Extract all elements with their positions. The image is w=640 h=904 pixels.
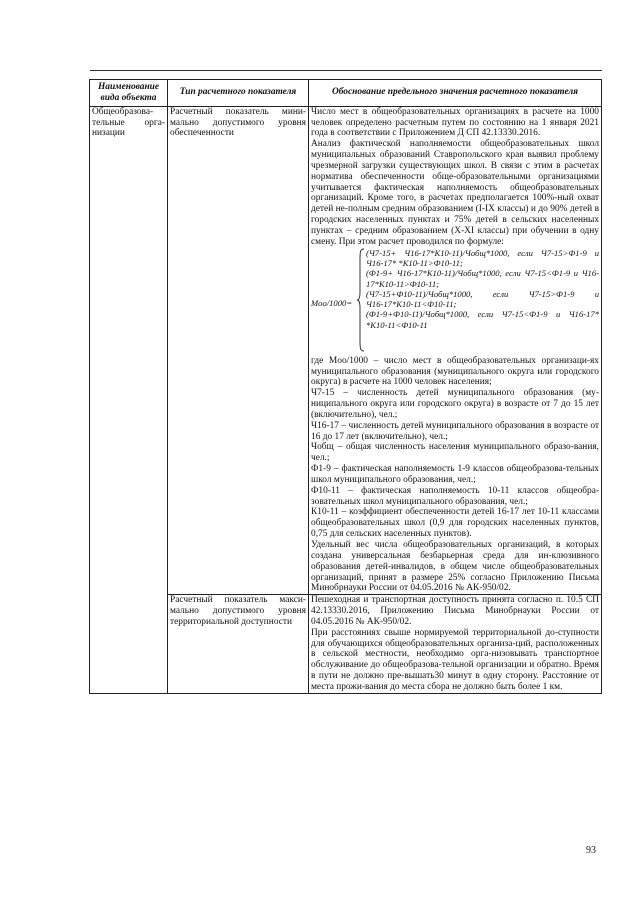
justification-paragraph: Число мест в общеобразовательных организациях в расчете на 1000 человек определено расчетным путем по состоянию на 1 января 2021 года в соответствии с Приложением Д СП 42.13330.2016. (311, 106, 599, 139)
header-justification: Обоснование предельного значения расчетного показателя (309, 80, 602, 107)
formula-line: Ч16-17* *К10-11>Ф10-11; (366, 257, 463, 268)
header-indicator-type: Тип расчетного показателя (168, 80, 309, 107)
table-header-row (90, 80, 602, 107)
formula-line: (Ч7-15+ Ч16-17*К10-11)/Чобщ*1000, если Ч7-15>Ф1-9 и (366, 247, 599, 258)
cell-indicator-type (168, 595, 309, 694)
cell-justification (309, 595, 602, 694)
formula-line: 17*К10-11>Ф10-11; (366, 278, 439, 289)
indicator-type-text: Расчетный показатель макси-мально допустимого уровня территориальной доступности (170, 595, 306, 627)
table-row (90, 106, 602, 595)
object-name-text: Общеобразова-тельные орга-низации (92, 106, 165, 139)
definition-paragraph: Ч7-15 – численность детей муниципального образования (му-ниципального округа или городского округа) в возрасте от 7 до 15 лет (включительно), чел.; (311, 388, 599, 420)
formula-line: (Ф1-9+ Ч16-17*К10-11)/Чобщ*1000, если Ч7-15<Ф1-9 и Ч16- (366, 268, 599, 279)
top-rule (90, 70, 602, 71)
page-number: 93 (586, 845, 596, 856)
definition-paragraph: Удельный вес числа общеобразовательных организаций, в которых создана универсальная безбарьерная среда для ин-клюзивного образования детей-инвалидов, в общем числе общеобразовательных организаций, принят в размере 25% согласно Приложению Письма Минобрнауки России от 04.05.2016 № АК-950/02. (311, 540, 599, 594)
justification-paragraph: При расстояниях свыше нормируемой территориальной до-ступности для обучающихся общеобразовательных организа-ций, расположенных в сельской местности, необходимо орга-низовывать транспортное обслуживание до общеобразова-тельной организации и обратно. Время в пути не должно пре-вышать30 минут в одну сторону. Расстояние от места прожи-вания до места сбора не должно быть более 1 км. (311, 627, 599, 692)
cell-indicator-type (168, 106, 309, 595)
capacity-formula (311, 248, 599, 356)
header-object-type: Наименование вида объекта (90, 80, 168, 107)
formula-line: (Ч7-15+Ф10-11)/Чобщ*1000, если Ч7-15>Ф1-9 и (366, 288, 599, 299)
cell-justification (309, 106, 602, 595)
formula-line: (Ф1-9+Ф10-11)/Чобщ*1000, если Ч7-15<Ф1-9 и Ч16-17* (366, 309, 599, 320)
justification-paragraph: Пешеходная и транспортная доступность принята согласно п. 10.5 СП 42.13330.2016, Приложению Письма Минобрнауки России от 04.05.2016 № АК-950/02. (311, 595, 599, 627)
indicator-type-text: Расчетный показатель мини-мально допустимого уровня обеспеченности (170, 106, 306, 139)
formula-line: *К10-11<Ф10-11 (366, 319, 428, 330)
cell-object-name (90, 106, 168, 693)
definition-paragraph: Ч16-17 – численность детей муниципального образования в возрасте от 16 до 17 лет (включительно), чел.; (311, 420, 599, 442)
formula-lhs: Мoo/1000= (311, 297, 353, 308)
definition-paragraph: где Мoo/1000 – число мест в общеобразовательных организаци-ях муниципального образования (муниципального округа или городского округа) в расчете на 1000 человек населения; (311, 355, 599, 388)
definition-paragraph: Ф1-9 – фактическая наполняемость 1-9 классов общеобразова-тельных школ муниципального образования, чел.; (311, 464, 599, 485)
justification-paragraph: Анализ фактической наполняемости общеобразовательных школ муниципальных образований Ставропольского края выявил проблему чрезмерной загрузки существующих школ. В связи с этим в расчетах норматива обеспеченности обще-образовательными организациями учитывается фактическая наполняемость общеобразовательных организаций. Кроме того, в расчетах предполагается 100%-ный охват детей не-полным средним образованием (I-IX классы) и до 90% детей в городских населенных пунктах и 75% детей в сельских населенных пунктах – средним образованием (X-XI классы) при обучении в одну смену. При этом расчет проводился по формуле: (311, 139, 599, 247)
definition-paragraph: Ф10-11 – фактическая наполняемость 10-11 классов общеобра-зовательных школ муниципального образования, чел.; (311, 485, 599, 507)
definition-paragraph: Чобщ – общая численность населения муниципального образо-вания, чел.; (311, 442, 599, 464)
curly-brace-icon (357, 248, 365, 352)
norms-table (89, 79, 602, 694)
definition-paragraph: К10-11 – коэффициент обеспеченности детей 16-17 лет 10-11 классами общеобразовательных школ (0,9 для городских населенных пунктов, 0,75 для сельских населенных пунктов). (311, 507, 599, 540)
formula-line: Ч16-17*К10-11<Ф10-11; (366, 299, 457, 310)
formula-cases (366, 248, 599, 330)
